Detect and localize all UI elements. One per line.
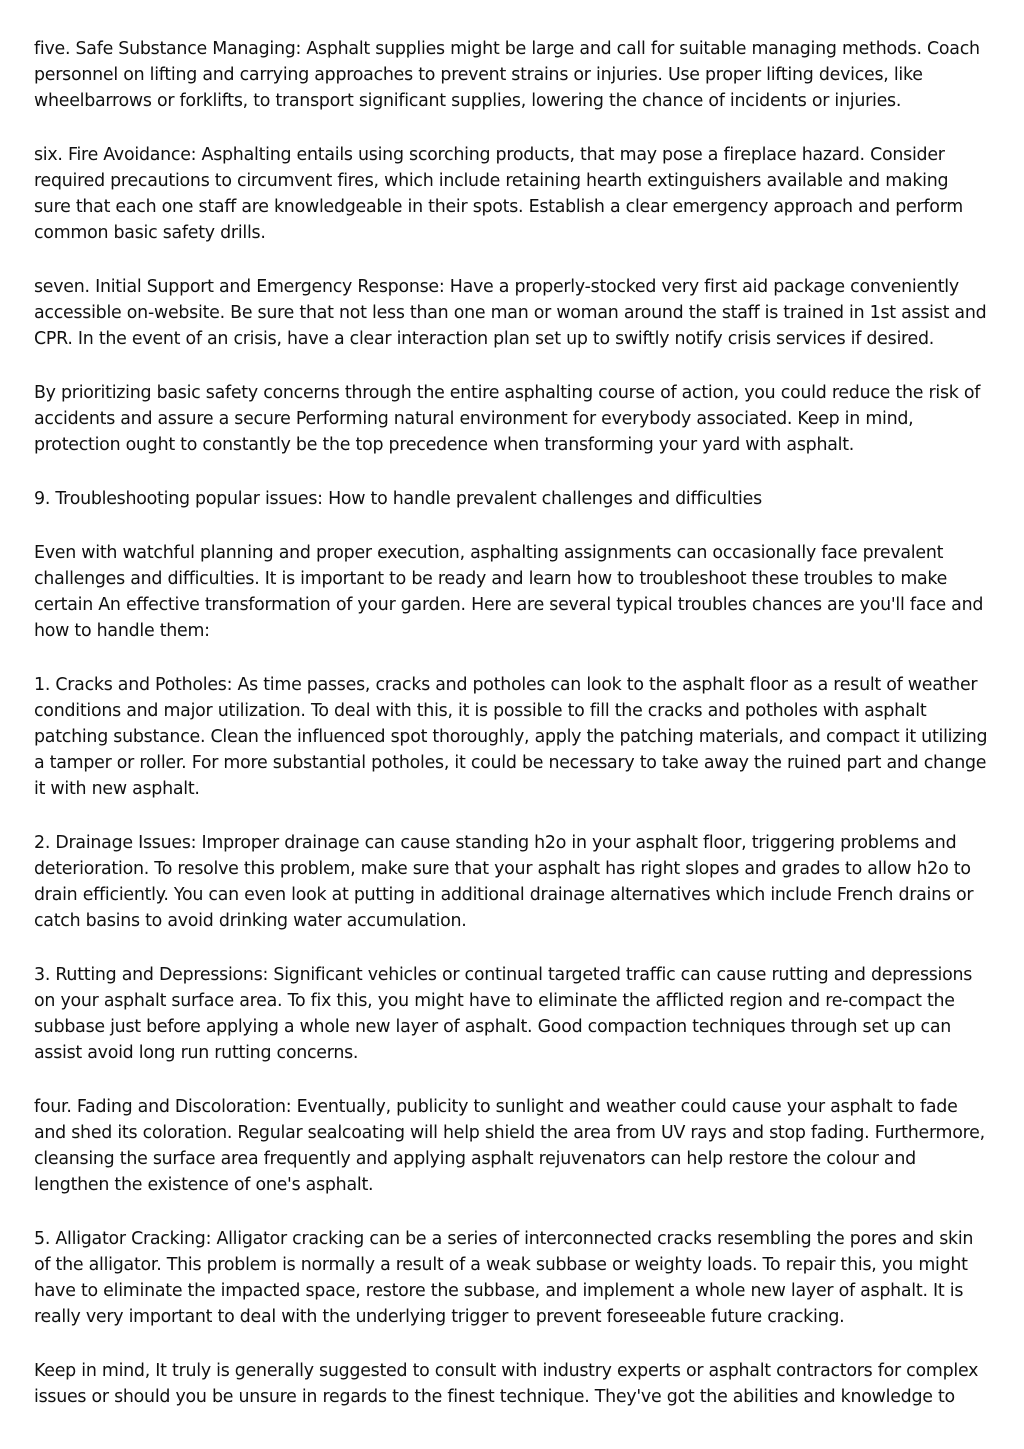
paragraph-fire-avoidance: six. Fire Avoidance: Asphalting entails using scorching products, that may pose a fireplace hazard. Consider required precautions to circumvent fires, which include retaining hearth extinguishers available and making sure that each one staff are knowledgeable in their spots. Establish a clear emergency approach and perform common basic safety drills.	[34, 145, 963, 243]
paragraph-first-aid: seven. Initial Support and Emergency Response: Have a properly-stocked very first aid package conveniently accessible on-website. Be sure that not less than one man or woman around the staff is trained in 1st assist and CPR. In the event of an crisis, have a clear interaction plan set up to swiftly notify crisis services if desired.	[34, 277, 987, 349]
paragraph-rutting-depressions: 3. Rutting and Depressions: Significant vehicles or continual targeted traffic can cause rutting and depressions on your asphalt surface area. To fix this, you might have to eliminate the afflicted region and re-compact the subbase just before applying a whole new layer of asphalt. Good compaction techniques through set up can assist avoid long run rutting concerns.	[34, 965, 973, 1063]
paragraph-closing-advice: Keep in mind, It truly is generally suggested to consult with industry experts or asphalt contractors for complex issues or should you be unsure in regards to the finest technique. They've got the abilities and knowledge to	[34, 1361, 979, 1407]
document-body	[34, 36, 990, 1438]
paragraph-fading-discoloration: four. Fading and Discoloration: Eventually, publicity to sunlight and weather could cause your asphalt to fade and shed its coloration. Regular sealcoating will help shield the area from UV rays and stop fading. Furthermore, cleansing the surface area frequently and applying asphalt rejuvenators can help restore the colour and lengthen the existence of one's asphalt.	[34, 1097, 985, 1195]
paragraph-alligator-cracking: 5. Alligator Cracking: Alligator cracking can be a series of interconnected cracks resembling the pores and skin of the alligator. This problem is normally a result of a weak subbase or weighty loads. To repair this, you might have to eliminate the impacted space, restore the subbase, and implement a whole new layer of asphalt. It is really very important to deal with the underlying trigger to prevent foreseeable future cracking.	[34, 1229, 974, 1327]
paragraph-troubleshooting-intro: Even with watchful planning and proper execution, asphalting assignments can occasionally face prevalent challenges and difficulties. It is important to be ready and learn how to troubleshoot these troubles to make certain An effective transformation of your garden. Here are several typical troubles chances are you'll face and how to handle them:	[34, 543, 984, 641]
paragraph-safety-summary: By prioritizing basic safety concerns through the entire asphalting course of action, you could reduce the risk of accidents and assure a secure Performing natural environment for everybody associated. Keep in mind, protection ought to constantly be the top precedence when transforming your yard with asphalt.	[34, 383, 981, 455]
paragraph-safe-substance-managing: five. Safe Substance Managing: Asphalt supplies might be large and call for suitable managing methods. Coach personnel on lifting and carrying approaches to prevent strains or injuries. Use proper lifting devices, like wheelbarrows or forklifts, to transport significant supplies, lowering the chance of incidents or injuries.	[34, 39, 980, 111]
section-heading-troubleshooting: 9. Troubleshooting popular issues: How to handle prevalent challenges and difficulties	[34, 489, 762, 509]
paragraph-drainage-issues: 2. Drainage Issues: Improper drainage can cause standing h2o in your asphalt floor, triggering problems and deterioration. To resolve this problem, make sure that your asphalt has right slopes and grades to allow h2o to drain efficiently. You can even look at putting in additional drainage alternatives which include French drains or catch basins to avoid drinking water accumulation.	[34, 833, 974, 931]
paragraph-cracks-potholes: 1. Cracks and Potholes: As time passes, cracks and potholes can look to the asphalt floor as a result of weather conditions and major utilization. To deal with this, it is possible to fill the cracks and potholes with asphalt patching substance. Clean the influenced spot thoroughly, apply the patching materials, and compact it utilizing a tamper or roller. For more substantial potholes, it could be necessary to take away the ruined part and change it with new asphalt.	[34, 675, 988, 799]
